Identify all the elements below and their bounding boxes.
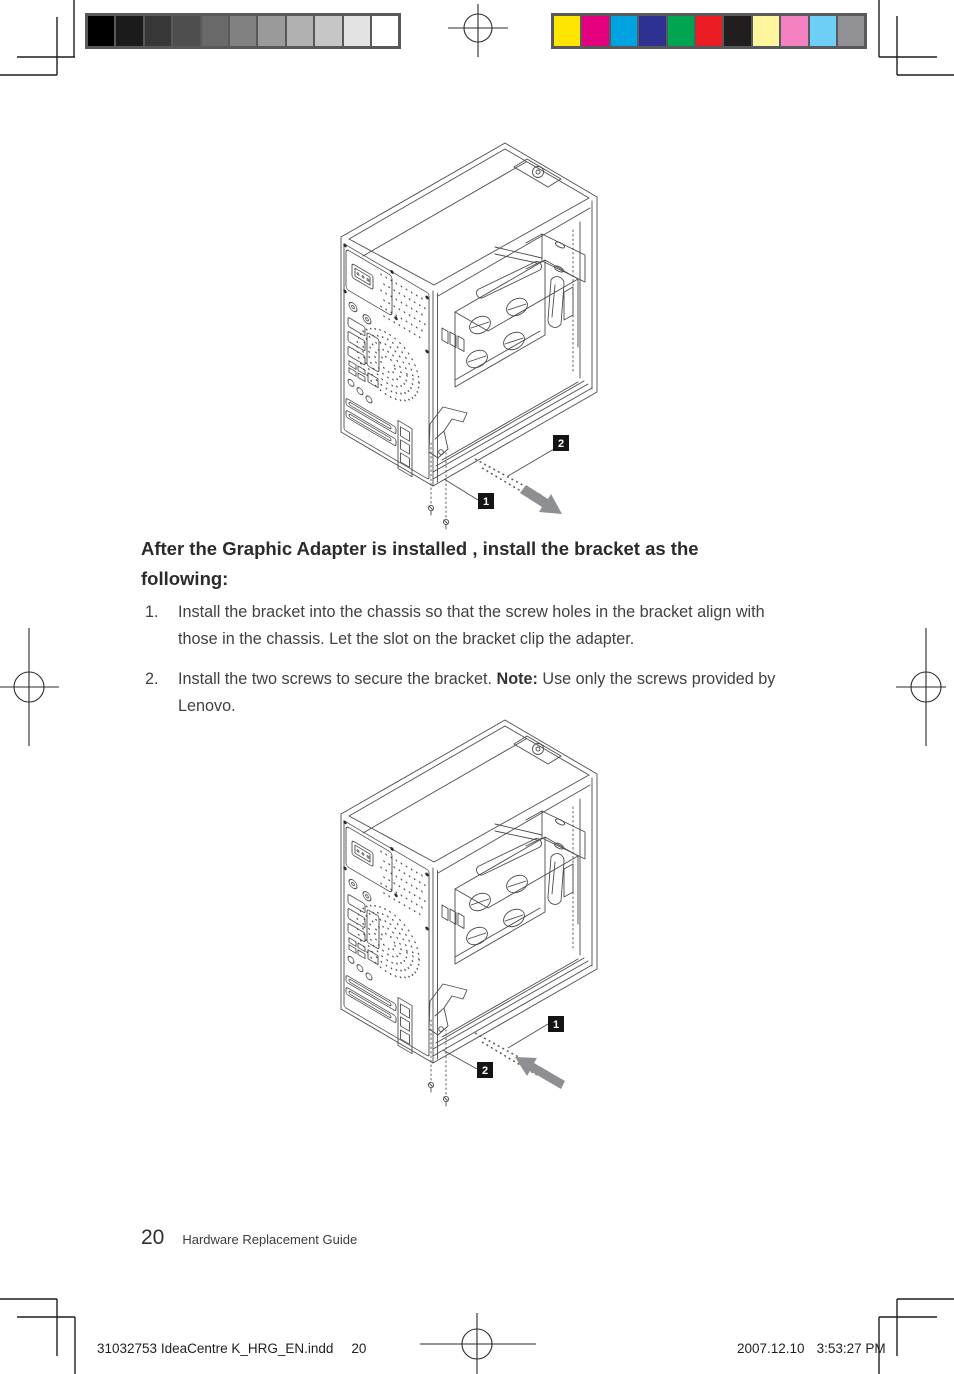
chassis-drawing bbox=[341, 143, 597, 529]
calibration-swatch bbox=[554, 16, 580, 46]
calibration-swatch bbox=[838, 16, 864, 46]
registration-mark-right bbox=[896, 628, 946, 746]
imprint-time: 3:53:27 PM bbox=[816, 1341, 886, 1356]
calibration-swatch bbox=[724, 16, 750, 46]
guide-title: Hardware Replacement Guide bbox=[182, 1232, 358, 1247]
callout-badge bbox=[548, 1016, 564, 1032]
page-number: 20 bbox=[141, 1226, 165, 1249]
calibration-swatch bbox=[145, 16, 171, 46]
calibration-swatch bbox=[116, 16, 142, 46]
chassis-illustration-1 bbox=[330, 122, 620, 532]
calibration-swatch bbox=[88, 16, 114, 46]
imprint-page: 20 bbox=[351, 1341, 367, 1356]
calibration-swatch bbox=[173, 16, 199, 46]
color-calibration-bar bbox=[551, 13, 867, 49]
list-item bbox=[145, 599, 805, 653]
callout-number: 2 bbox=[481, 1065, 489, 1077]
section-heading: After the Graphic Adapter is installed , install the bracket as the following: bbox=[141, 538, 699, 589]
imprint-file-name: 31032753 IdeaCentre K_HRG_EN.indd bbox=[97, 1341, 334, 1356]
direction-arrow-icon bbox=[515, 1057, 565, 1089]
step-text-after: Use only the screws provided by Lenovo. bbox=[178, 670, 776, 715]
callout-leader-line bbox=[508, 449, 554, 476]
list-item-text: Install the bracket into the chassis so that the screw holes in the bracket align with those in the chassis. Let the slot on the bracket clip the adapter. bbox=[178, 603, 765, 648]
calibration-swatch bbox=[372, 16, 398, 46]
calibration-swatch bbox=[810, 16, 836, 46]
chassis-illustration-2 bbox=[330, 699, 620, 1109]
page-footer bbox=[141, 1226, 357, 1250]
calibration-swatch bbox=[315, 16, 341, 46]
calibration-swatch bbox=[258, 16, 284, 46]
registration-mark-bottom bbox=[420, 1313, 536, 1374]
chassis-drawing bbox=[341, 720, 597, 1106]
callout-number: 1 bbox=[552, 1019, 560, 1031]
list-item-number: 1. bbox=[145, 603, 159, 621]
calibration-swatch bbox=[230, 16, 256, 46]
registration-mark-top bbox=[448, 4, 508, 57]
calibration-swatch bbox=[696, 16, 722, 46]
note-label: Note: bbox=[496, 670, 538, 688]
step-text-before: Install the two screws to secure the bracket. bbox=[178, 670, 497, 688]
calibration-swatch bbox=[753, 16, 779, 46]
imprint-file-info bbox=[97, 1341, 366, 1356]
calibration-swatch bbox=[668, 16, 694, 46]
callout-number: 1 bbox=[482, 496, 490, 508]
registration-mark-left bbox=[0, 628, 59, 746]
callout-leader-line bbox=[444, 479, 478, 500]
calibration-swatch bbox=[202, 16, 228, 46]
callout-badge bbox=[477, 1062, 493, 1078]
calibration-swatch bbox=[344, 16, 370, 46]
calibration-swatch bbox=[611, 16, 637, 46]
calibration-swatch bbox=[582, 16, 608, 46]
callout-badge bbox=[478, 493, 494, 509]
grayscale-calibration-bar bbox=[85, 13, 401, 49]
callout-number: 2 bbox=[557, 438, 565, 450]
imprint-date: 2007.12.10 bbox=[737, 1341, 805, 1356]
calibration-swatch bbox=[781, 16, 807, 46]
list-item-number: 2. bbox=[145, 670, 159, 688]
direction-arrow-icon bbox=[520, 485, 562, 514]
calibration-swatch bbox=[287, 16, 313, 46]
callout-leader-line bbox=[508, 1024, 548, 1048]
imprint-timestamp bbox=[737, 1341, 886, 1356]
callout-badge bbox=[553, 435, 569, 451]
calibration-swatch bbox=[639, 16, 665, 46]
callout-leader-line bbox=[443, 1050, 477, 1069]
